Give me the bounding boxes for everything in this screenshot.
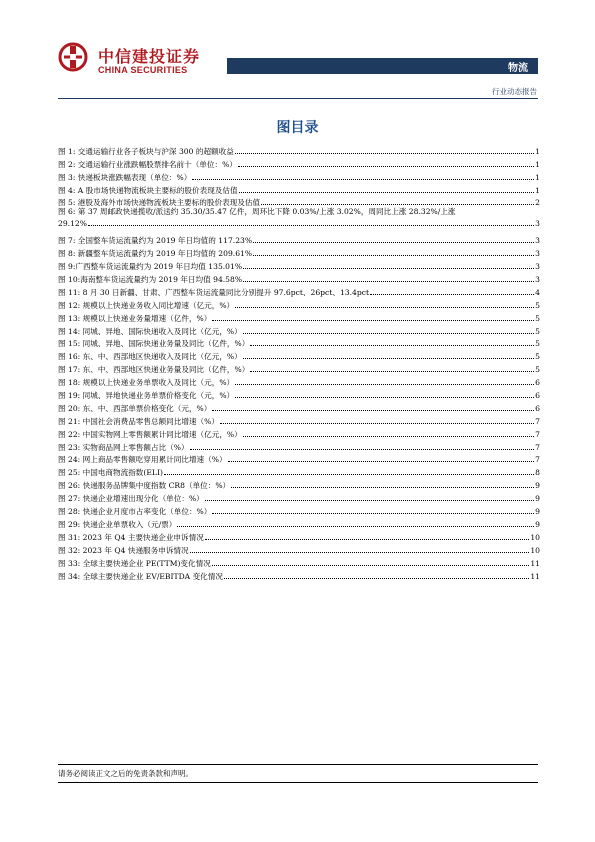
leader-dots xyxy=(243,358,534,359)
toc-item-page: 7 xyxy=(535,442,540,452)
leader-dots xyxy=(231,487,534,488)
toc-item-label: 图 20: 东、中、西部单票价格变化（元，%） xyxy=(58,403,212,413)
toc-item-page: 8 xyxy=(535,468,540,478)
toc-item[interactable] xyxy=(58,348,540,361)
toc-title: 图目录 xyxy=(276,120,319,136)
toc-item[interactable] xyxy=(58,310,540,323)
leader-dots xyxy=(243,268,534,269)
toc-item-page: 5 xyxy=(535,365,540,375)
footer-divider xyxy=(58,764,538,765)
toc-item-label: 图 29: 快递企业单票收入（元/票） xyxy=(58,519,177,529)
leader-dots xyxy=(239,192,535,193)
toc-item-page: 11 xyxy=(530,558,540,568)
toc-item[interactable] xyxy=(58,426,540,439)
toc-item-page: 3 xyxy=(535,262,540,272)
toc-item-page: 1 xyxy=(535,172,540,182)
toc-item[interactable] xyxy=(58,169,540,182)
toc-item-page: 5 xyxy=(535,339,540,349)
toc-item[interactable] xyxy=(58,323,540,336)
toc-item-label: 图 16: 东、中、西部地区快递收入及同比（亿元，%） xyxy=(58,352,242,362)
toc-item[interactable] xyxy=(58,452,540,465)
leader-dots xyxy=(190,552,530,553)
footer-disclaimer: 请务必阅读正文之后的免责条款和声明。 xyxy=(58,769,193,778)
leader-dots xyxy=(235,153,534,154)
toc-item[interactable] xyxy=(58,439,540,452)
toc-item[interactable] xyxy=(58,271,540,284)
toc-item-label: 图 34: 全球主要快递企业 EV/EBITDA 变化情况 xyxy=(58,571,223,581)
toc-item-page: 6 xyxy=(535,391,540,401)
toc-item[interactable] xyxy=(58,374,540,387)
toc-item-page: 2 xyxy=(535,198,540,208)
toc-item-page: 3 xyxy=(535,249,540,259)
toc-item[interactable] xyxy=(58,477,540,490)
toc-item[interactable] xyxy=(58,542,540,555)
toc-item-page: 7 xyxy=(535,416,540,426)
toc-item-page: 9 xyxy=(535,519,540,529)
leader-dots xyxy=(212,410,534,411)
toc-item-label: 图 21: 中国社会消费品零售总额同比增速（%） xyxy=(58,416,219,426)
toc-item[interactable] xyxy=(58,503,540,516)
footer-divider-bottom xyxy=(58,782,538,783)
leader-dots xyxy=(253,255,534,256)
leader-dots xyxy=(212,513,534,514)
toc-item-page: 7 xyxy=(535,455,540,465)
toc-item-label: 图 24: 网上商品零售额吃穿用累计同比增速（%） xyxy=(58,455,227,465)
toc-item-page: 3 xyxy=(535,219,540,229)
toc-item-page: 1 xyxy=(535,185,540,195)
leader-dots xyxy=(220,423,534,424)
toc-item-page: 1 xyxy=(535,146,540,156)
toc-item-label: 图 11: 8 月 30 日新疆、甘肃、广西整车货运流量同比分别提升 97.6pct、26pct、13.4pct xyxy=(58,287,370,297)
toc-item-page: 10 xyxy=(530,532,540,542)
figure-list xyxy=(58,143,540,581)
toc-item-page: 5 xyxy=(535,300,540,310)
toc-item-page: 5 xyxy=(535,313,540,323)
leader-dots xyxy=(235,307,534,308)
leader-dots xyxy=(243,436,534,437)
toc-item-label: 图 23: 实物商品网上零售额占比（%） xyxy=(58,442,189,452)
toc-item-label: 图 7: 全国整车货运流量约为 2019 年日均值的 117.23% xyxy=(58,236,253,246)
toc-item-page: 10 xyxy=(530,545,540,555)
toc-item-page: 1 xyxy=(535,159,540,169)
brand-name-cn: 中信建投证券 xyxy=(98,47,201,66)
header-divider xyxy=(58,98,538,99)
toc-item[interactable] xyxy=(58,182,540,195)
toc-item[interactable] xyxy=(58,232,540,245)
toc-item-label: 图 26: 快递服务品牌集中度指数 CR8（单位：%） xyxy=(58,481,231,491)
leader-dots xyxy=(261,204,534,205)
toc-item-page: 6 xyxy=(535,378,540,388)
report-type: 行业动态报告 xyxy=(492,87,537,96)
toc-item[interactable] xyxy=(58,555,540,568)
toc-item-label: 图 15: 同城、异地、国际快递业务量及同比（亿件，%） xyxy=(58,339,250,349)
toc-item-page: 3 xyxy=(535,236,540,246)
leader-dots xyxy=(235,384,534,385)
leader-dots xyxy=(250,371,534,372)
brand-name-en: CHINA SECURITIES xyxy=(98,65,188,75)
leader-dots xyxy=(190,449,535,450)
toc-item-label: 图 19: 同城、异地快递业务单票价格变化（元，%） xyxy=(58,391,235,401)
toc-item[interactable] xyxy=(58,245,540,258)
leader-dots xyxy=(88,225,534,226)
toc-item-label: 图 28: 快递企业月度市占率变化（单位：%） xyxy=(58,507,212,517)
toc-item[interactable] xyxy=(58,400,540,413)
toc-item-page: 9 xyxy=(535,494,540,504)
toc-item-label: 图 6: 第 37 周邮政快递揽收/派送约 35.30/35.47 亿件，周环比下降 0.03%/上涨 3.02%，周同比上涨 28.32%/上涨 xyxy=(58,207,456,217)
toc-item[interactable] xyxy=(58,207,540,232)
toc-item-label: 图 33: 全球主要快递企业 PE(TTM)变化情况 xyxy=(58,558,211,568)
toc-item[interactable] xyxy=(58,490,540,503)
toc-item[interactable] xyxy=(58,284,540,297)
leader-dots xyxy=(370,294,534,295)
leader-dots xyxy=(212,565,530,566)
leader-dots xyxy=(235,397,534,398)
toc-item[interactable] xyxy=(58,195,540,208)
toc-item[interactable] xyxy=(58,387,540,400)
toc-item[interactable] xyxy=(58,361,540,374)
toc-item-page: 9 xyxy=(535,481,540,491)
toc-item-label: 图 4: A 股市场快递物流板块主要标的股价表现及估值 xyxy=(58,185,238,195)
toc-item-page: 5 xyxy=(535,326,540,336)
toc-item[interactable] xyxy=(58,568,540,581)
leader-dots xyxy=(205,500,534,501)
leader-dots xyxy=(243,281,534,282)
toc-item-page: 7 xyxy=(535,429,540,439)
toc-item-label: 图 22: 中国实物网上零售额累计同比增速（亿元，%） xyxy=(58,429,242,439)
toc-item-label: 图 18: 规模以上快递业务单票收入及同比（元，%） xyxy=(58,378,235,388)
china-securities-logo-icon xyxy=(58,42,94,72)
toc-item-label: 图 13: 规模以上快递业务量增速（亿件，%） xyxy=(58,313,212,323)
leader-dots xyxy=(250,345,534,346)
toc-item-label: 图 32: 2023 年 Q4 快递服务申诉情况 xyxy=(58,545,189,555)
toc-item-page: 9 xyxy=(535,507,540,517)
toc-item-page: 6 xyxy=(535,403,540,413)
toc-item-label: 图 5: 港股及海外市场快递物流板块主要标的股价表现及估值 xyxy=(58,198,261,208)
toc-item[interactable] xyxy=(58,464,540,477)
toc-item-label: 图 12: 规模以上快递业务收入同比增速（亿元，%） xyxy=(58,300,235,310)
toc-item-label: 图 31: 2023 年 Q4 主要快递企业申诉情况 xyxy=(58,532,204,542)
toc-item-label: 图 27: 快递企业增速出现分化（单位：%） xyxy=(58,494,204,504)
leader-dots xyxy=(177,526,534,527)
toc-item-label: 图 2: 交通运输行业涨跌幅股票排名前十（单位：%） xyxy=(58,159,237,169)
leader-dots xyxy=(243,333,534,334)
sector-bar xyxy=(227,58,538,74)
leader-dots xyxy=(205,539,530,540)
toc-item[interactable] xyxy=(58,336,540,349)
leader-dots xyxy=(224,578,529,579)
page-header xyxy=(0,0,595,110)
toc-item-label: 图 3: 快递板块涨跌幅表现（单位：%） xyxy=(58,172,192,182)
leader-dots xyxy=(228,461,535,462)
leader-dots xyxy=(212,320,534,321)
toc-item[interactable] xyxy=(58,143,540,156)
toc-item-label: 图 1: 交通运输行业各子板块与沪深 300 的超额收益 xyxy=(58,146,234,156)
toc-item-page: 5 xyxy=(535,352,540,362)
toc-item-label-cont: 29.12% xyxy=(58,219,87,229)
toc-item[interactable] xyxy=(58,297,540,310)
toc-item[interactable] xyxy=(58,156,540,169)
toc-item-page: 4 xyxy=(535,287,540,297)
toc-item-page: 3 xyxy=(535,275,540,285)
leader-dots xyxy=(192,179,534,180)
toc-item-label: 图 17: 东、中、西部地区快递业务量及同比（亿件，%） xyxy=(58,365,250,375)
toc-item-label: 图 10:海南整车货运流量约为 2019 年日均值 94.58% xyxy=(58,275,243,285)
toc-item-page: 11 xyxy=(530,571,540,581)
toc-item-label: 图 25: 中国电商物流指数(ELI) xyxy=(58,468,163,478)
toc-item[interactable] xyxy=(58,413,540,426)
toc-item[interactable] xyxy=(58,529,540,542)
toc-item-label: 图 9:广西整车货运流量约为 2019 年日均值 135.01% xyxy=(58,262,243,272)
toc-item[interactable] xyxy=(58,258,540,271)
leader-dots xyxy=(164,474,534,475)
leader-dots xyxy=(253,242,534,243)
toc-item-label: 图 8: 新疆整车货运流量约为 2019 年日均值的 209.61% xyxy=(58,249,253,259)
sector-label: 物流 xyxy=(508,63,528,74)
toc-item-label: 图 14: 同城、异地、国际快递收入及同比（亿元，%） xyxy=(58,326,242,336)
leader-dots xyxy=(238,166,534,167)
toc-item[interactable] xyxy=(58,516,540,529)
